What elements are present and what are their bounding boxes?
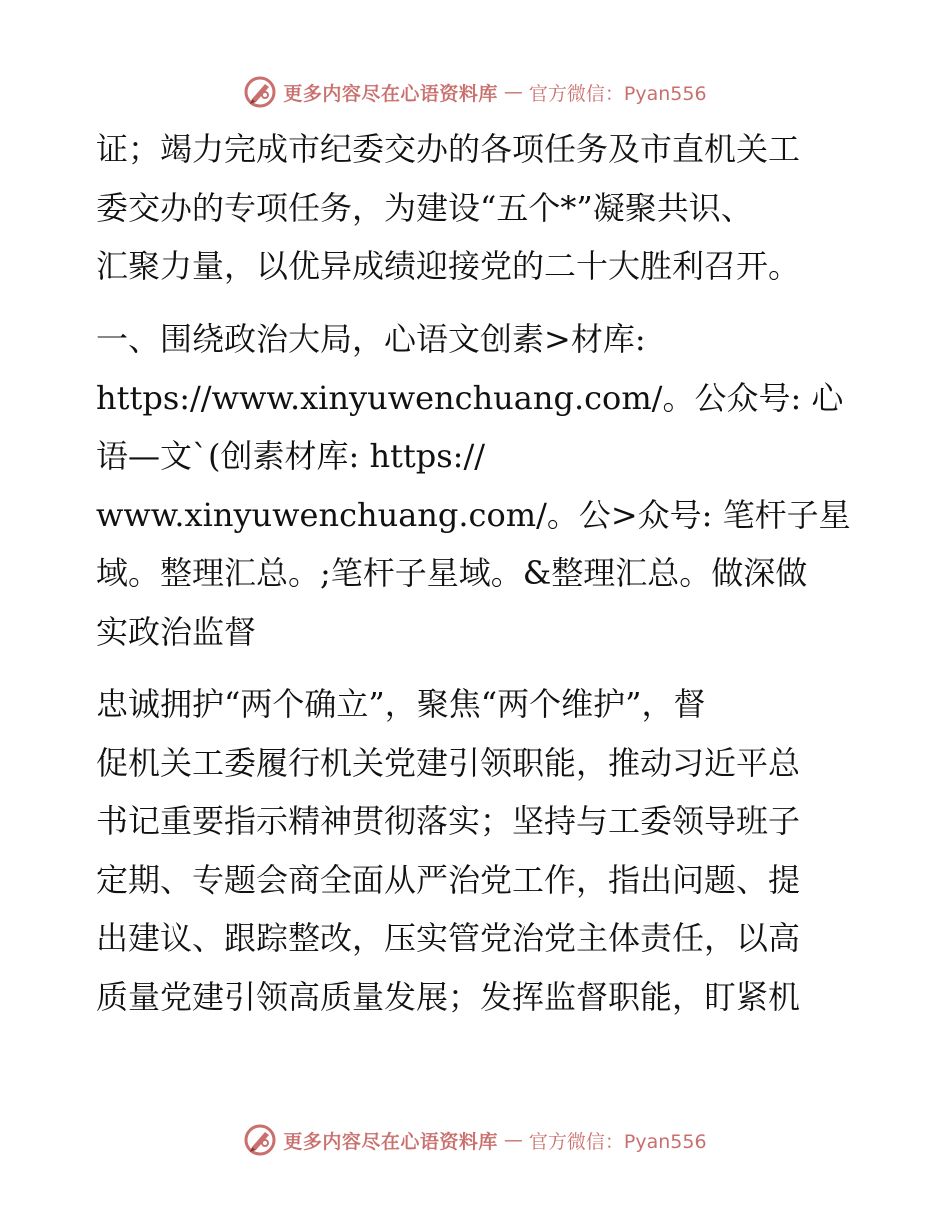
footer-watermark xyxy=(0,1120,950,1160)
paragraph-line: 语—文`(创素材库: https:// xyxy=(96,437,486,475)
paragraph-line: 域。整理汇总。;笔杆子星域。&整理汇总。做深做 xyxy=(96,554,808,592)
footer-watermark-inner xyxy=(243,1123,706,1157)
paragraph-3 xyxy=(96,675,856,1026)
pen-logo-icon xyxy=(243,1123,277,1157)
paragraph-line: 实政治监督 xyxy=(96,612,257,651)
paragraph-line: 委交办的专项任务，为建设“五个*”凝聚共识、 xyxy=(96,188,753,227)
paragraph-line: www.xinyuwenchuang.com/。公>众号: 笔杆子星 xyxy=(96,495,851,534)
header-dash: — xyxy=(503,81,523,103)
paragraph-line: 质量党建引领高质量发展；发挥监督职能，盯紧机 xyxy=(96,977,801,1016)
header-watermark-inner xyxy=(243,75,706,109)
pen-logo-icon xyxy=(243,75,277,109)
paragraph-line: 汇聚力量，以优异成绩迎接党的二十大胜利召开。 xyxy=(96,247,801,285)
paragraph-line: 忠诚拥护“两个确立”，聚焦“两个维护”，督 xyxy=(96,685,706,723)
header-brand-text: 更多内容尽在心语资料库 xyxy=(283,82,498,105)
paragraph-line: 书记重要指示精神贯彻落实；坚持与工委领导班子 xyxy=(96,802,801,840)
footer-dash: — xyxy=(503,1129,523,1151)
paragraph-line: 一、围绕政治大局，心语文创素>材库: xyxy=(96,320,646,358)
footer-wechat-text: 官方微信：Pyan556 xyxy=(528,1130,707,1153)
header-watermark xyxy=(0,72,950,112)
paragraph-line: 证；竭力完成市纪委交办的各项任务及市直机关工 xyxy=(96,130,801,168)
header-wechat-text: 官方微信：Pyan556 xyxy=(528,82,707,105)
paragraph-1 xyxy=(96,120,856,296)
paragraph-line: https://www.xinyuwenchuang.com/。公众号: 心 xyxy=(96,378,844,417)
paragraph-line: 促机关工委履行机关党建引领职能，推动习近平总 xyxy=(96,743,801,782)
paragraph-2-section-heading xyxy=(96,310,856,661)
footer-brand-text: 更多内容尽在心语资料库 xyxy=(283,1130,498,1153)
paragraph-line: 出建议、跟踪整改，压实管党治党主体责任，以高 xyxy=(96,919,801,957)
paragraph-line: 定期、专题会商全面从严治党工作，指出问题、提 xyxy=(96,860,801,899)
